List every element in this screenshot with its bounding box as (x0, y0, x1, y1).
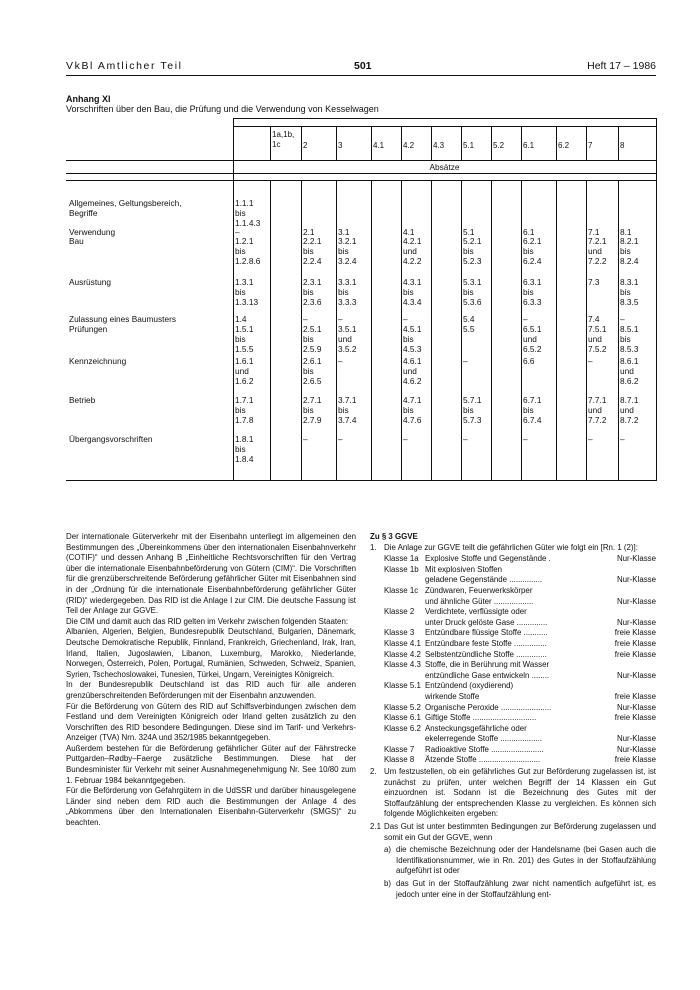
table-cell: – (588, 356, 593, 366)
class-category (602, 565, 656, 576)
sub-item-text: das Gut in der Stoffaufzählung zwar nicht namentlich aufgeführt ist, es jedoch unter eine in der Stoffaufzählung ent- (396, 879, 656, 899)
table-cell: 6.6 (523, 356, 535, 366)
item-1 (370, 543, 656, 554)
row-label: Verwendung (69, 227, 116, 237)
class-description: wirkende Stoffe (425, 691, 480, 701)
class-row (384, 713, 656, 724)
class-code: Klasse 6.1 (384, 713, 421, 723)
regulation-table (66, 118, 656, 480)
class-row (384, 575, 656, 586)
table-cell: 1.6.1 und 1.6.2 (235, 356, 254, 386)
table-cell: 8.6.1 und 8.6.2 (620, 356, 639, 386)
table-cell: – (463, 434, 468, 444)
table-cell: 2.7.1 bis 2.7.9 (303, 395, 322, 425)
class-code (384, 618, 425, 629)
class-category: freie Klasse (614, 713, 656, 723)
table-cell: – (338, 314, 343, 324)
class-description: Radioaktive Stoffe ........................ (425, 744, 544, 754)
table-cell: – (338, 434, 343, 444)
table-col-rule (431, 180, 432, 480)
column-header: 4.1 (373, 141, 385, 150)
row-label: Bau (69, 236, 84, 246)
table-rule (233, 126, 270, 127)
class-description: Organische Peroxide ....................... (425, 702, 552, 712)
annex-subtitle: Vorschriften über den Bau, die Prüfung und die Verwendung von Kesselwagen (66, 104, 379, 114)
class-description: geladene Gegenstände ............... (425, 575, 543, 585)
item-text: Das Gut ist unter bestimmten Bedingungen zur Beförderung zugelassen und somit ein Gut der GGVE, wenn (384, 822, 656, 842)
class-row (384, 565, 656, 576)
table-cell: – (403, 434, 408, 444)
column-header: 6.1 (523, 141, 535, 150)
section-heading: Zu § 3 GGVE (370, 532, 418, 541)
table-cell: 4.7.1 bis 4.7.6 (403, 395, 422, 425)
table-col-rule (301, 180, 302, 480)
table-col-rule (371, 180, 372, 480)
table-cell: – (620, 314, 625, 324)
class-code: Klasse 6.2 (384, 723, 421, 733)
table-cell: – (463, 356, 468, 366)
class-row (384, 734, 656, 745)
table-col-rule (401, 180, 402, 480)
class-code (384, 692, 425, 703)
class-description: Mit explosiven Stoffen (425, 564, 503, 574)
paragraph: Für die Beförderung von Gütern des RID auf Schiffsverbindungen zwischen dem Festland und dem Vereinigten Königreich oder Irland gelten zusätzlich zu den Vorschriften des RID besondere Bedingungen. Diese sind im Tarif- und Verkehrs-Anzeiger (TVA) Nrn. 324A und 352/1985 bekanntgegeben. (66, 701, 356, 743)
class-row (384, 660, 656, 671)
class-category (602, 724, 656, 735)
right-text-column (370, 532, 656, 900)
class-description: Entzündbare flüssige Stoffe ........... (425, 628, 548, 638)
table-col-rule (461, 180, 462, 480)
sub-item-a (384, 845, 656, 877)
table-col-rule (491, 126, 492, 160)
class-category: freie Klasse (614, 649, 656, 659)
class-row (384, 755, 656, 766)
class-code (384, 597, 425, 608)
table-cell: 2.2.1 bis 2.2.4 (303, 236, 322, 266)
class-category: freie Klasse (614, 628, 656, 638)
table-cell: 1.1.1 bis 1.1.4.3 (235, 198, 261, 228)
class-row (384, 745, 656, 756)
paragraph: Die CIM und damit auch das RID gelten im Verkehr zwischen folgenden Staaten: (66, 616, 349, 626)
class-code: Klasse 4.1 (384, 638, 421, 648)
column-header: 1a,1b, 1c (272, 130, 295, 149)
table-cell: 4.1 (403, 227, 415, 237)
table-cell: 5.1 (463, 227, 475, 237)
column-header: 2 (303, 141, 308, 150)
class-code: Klasse 1b (384, 564, 419, 574)
table-subheader: Absätze (429, 162, 460, 172)
class-code: Klasse 1a (384, 554, 419, 564)
table-cell: 6.7.1 bis 6.7.4 (523, 395, 542, 425)
table-cell: 2.3.1 bis 2.3.6 (303, 277, 322, 307)
table-rule (233, 118, 656, 119)
item-number: 1. (370, 542, 377, 552)
class-row (384, 597, 656, 608)
row-label: Übergangsvorschriften (69, 434, 153, 444)
table-cell: 4.3.1 bis 4.3.4 (403, 277, 422, 307)
table-cell: 5.4 (463, 314, 475, 324)
class-description: Explosive Stoffe und Gegenstände . (425, 554, 551, 564)
item-number: 2. (370, 767, 377, 777)
class-row (384, 724, 656, 735)
item-2 (370, 767, 656, 820)
table-cell: 1.4 (235, 314, 247, 324)
header-rule (66, 75, 656, 76)
table-cell: 1.7.1 bis 1.7.8 (235, 395, 254, 425)
table-cell: – (523, 314, 528, 324)
column-header: 4.2 (403, 141, 415, 150)
class-code (384, 671, 425, 682)
class-row (384, 639, 656, 650)
table-cell: 6.3.1 bis 6.3.3 (523, 277, 542, 307)
table-col-rule (491, 180, 492, 480)
sub-item-label: a) (384, 845, 392, 855)
table-cell: 3.3.1 bis 3.3.3 (338, 277, 357, 307)
class-row (384, 586, 656, 597)
class-category: freie Klasse (614, 638, 656, 648)
class-category: Nur-Klasse (616, 744, 656, 754)
class-row (384, 628, 656, 639)
class-category: Nur-Klasse (616, 734, 656, 744)
row-label: Ausrüstung (69, 277, 111, 287)
paragraph: Albanien, Algerien, Belgien, Bundesrepublik Deutschland, Bulgarien, Dänemark, Deutsche Demokratische Republik, Finnland, Frankreich, Griechenland, Irak, Iran, Irland, Italien, Jugoslawien, Libanon, Luxemburg, Marokko, Niederlande, Norwegen, Österreich, Polen, Portugal, Rumänien, Schweden, Schweiz, Spanien, Syrien, Tschechoslowakei, Tunesien, Türkei, Ungarn, Vereinigtes Königreich. (66, 627, 356, 679)
table-rule (66, 160, 656, 161)
item-2-1 (370, 822, 656, 843)
class-category: freie Klasse (614, 755, 656, 765)
table-cell: 5.3.1 bis 5.3.6 (463, 277, 482, 307)
row-label: Zulassung eines Baumusters (69, 314, 176, 324)
class-row (384, 703, 656, 714)
class-code: Klasse 8 (384, 755, 415, 765)
table-col-rule (556, 126, 557, 160)
table-cell: 5.2.1 bis 5.2.3 (463, 236, 482, 266)
table-cell: 1.2.1 bis 1.2.8.6 (235, 236, 261, 266)
table-cell: 1.8.1 bis 1.8.4 (235, 434, 254, 464)
row-label: Allgemeines, Geltungsbereich, Begriffe (69, 198, 182, 218)
class-code (384, 575, 425, 586)
class-description: Giftige Stoffe ............................. (425, 713, 537, 723)
class-row (384, 607, 656, 618)
table-cell: 7.7.1 und 7.7.2 (588, 395, 607, 425)
table-cell: 7.1 (588, 227, 600, 237)
class-category (602, 660, 656, 671)
table-cell: – (338, 356, 343, 366)
class-code: Klasse 2 (384, 607, 415, 617)
table-cell: 2.1 (303, 227, 315, 237)
table-cell: 5.7.1 bis 5.7.3 (463, 395, 482, 425)
table-col-rule (431, 126, 432, 160)
class-description: Ätzende Stoffe ............................ (425, 755, 541, 765)
journal-title: VkBl Amtlicher Teil (66, 60, 183, 72)
table-cell: 8.7.1 und 8.7.2 (620, 395, 639, 425)
table-cell: – (303, 434, 308, 444)
paragraph: Für die Beförderung von Gefahrgütern in die UdSSR und darüber hinausgelegene Länder sind neben dem RID auch die Bestimmungen der Anlage 4 des „Abkommens über den Internationalen Eisenbahn-Güterverkehr (SMGS)“ zu beachten. (66, 786, 356, 828)
column-header: 5.2 (493, 141, 505, 150)
page-number: 501 (354, 60, 372, 72)
class-category: Nur-Klasse (616, 554, 656, 564)
item-text: Um festzustellen, ob ein gefährliches Gut zur Beförderung zugelassen ist, ist zunächst zu prüfen, unter welchen Begriff der 14 Klassen ein Gut einzuordnen ist. Sodann ist die Bezeichnung des Gutes mit der Stoffaufzählung der entsprechenden Klasse zu vergleichen. Es können sich folgende Möglichkeiten ergeben: (384, 767, 656, 819)
table-cell: – (523, 434, 528, 444)
table-col-rule (656, 118, 657, 481)
table-col-rule (618, 180, 619, 480)
table-cell: 7.4 (588, 314, 600, 324)
sub-item-label: b) (384, 879, 392, 888)
table-col-rule (233, 118, 234, 480)
table-col-rule (461, 126, 462, 160)
row-label: Prüfungen (69, 324, 108, 334)
table-cell: – (235, 227, 240, 237)
column-header: 7 (588, 141, 593, 150)
class-row (384, 650, 656, 661)
class-category: Nur-Klasse (616, 575, 656, 585)
table-col-rule (401, 126, 402, 160)
class-description: Verdichtete, verflüssigte oder (425, 607, 527, 617)
table-rule (66, 173, 656, 174)
class-description: Entzündbare feste Stoffe ............... (425, 638, 547, 648)
class-description: Zündwaren, Feuerwerkskörper (425, 585, 533, 595)
class-description: und ähnliche Güter .................. (425, 596, 534, 606)
class-category (602, 607, 656, 618)
class-code (384, 734, 425, 745)
class-code: Klasse 5.1 (384, 681, 421, 691)
class-description: entzündliche Gase entwickeln ........ (425, 670, 550, 680)
class-description: unter Druck gelöste Gase .............. (425, 617, 548, 627)
table-col-rule (301, 126, 302, 160)
table-cell: 8.2.1 bis 8.2.4 (620, 236, 639, 266)
row-label: Betrieb (69, 395, 96, 405)
column-header: 6.2 (558, 141, 570, 150)
table-col-rule (556, 180, 557, 480)
class-code: Klasse 4.3 (384, 660, 421, 670)
table-col-rule (618, 126, 619, 160)
table-cell: 1.5.1 bis 1.5.5 (235, 324, 254, 354)
class-description: ekelerregende Stoffe ................... (425, 734, 542, 744)
table-col-rule (521, 126, 522, 160)
sub-item-text: die chemische Bezeichnung oder der Handelsname (bei Gasen auch die Identifikationsnummer, wie in Rn. 201) des Gutes in der Stoffaufzählung aufgeführt ist oder (396, 845, 656, 876)
column-header: 4.3 (433, 141, 445, 150)
table-col-rule (270, 180, 271, 480)
issue-label: Heft 17 – 1986 (587, 60, 656, 72)
table-cell: 6.2.1 bis 6.2.4 (523, 236, 542, 266)
table-cell: 1.3.1 bis 1.3.13 (235, 277, 259, 307)
class-category (602, 586, 656, 597)
table-cell: 3.2.1 bis 3.2.4 (338, 236, 357, 266)
class-description: Stoffe, die in Berührung mit Wasser (425, 660, 550, 670)
table-cell: – (403, 314, 408, 324)
table-cell: – (303, 314, 308, 324)
sub-item-b (384, 879, 656, 900)
column-header: 5.1 (463, 141, 475, 150)
left-text-column (66, 532, 356, 829)
table-cell: 3.5.1 und 3.5.2 (338, 324, 357, 354)
class-description: Ansteckungsgefährliche oder (425, 723, 527, 733)
page-header (66, 60, 656, 74)
annex-title: Anhang XI (66, 94, 111, 104)
class-row (384, 681, 656, 692)
class-row (384, 618, 656, 629)
table-cell: – (620, 434, 625, 444)
table-col-rule (521, 180, 522, 480)
class-description: Entzündend (oxydierend) (425, 681, 514, 691)
table-rule (66, 480, 656, 481)
table-cell: 7.2.1 und 7.2.2 (588, 236, 607, 266)
table-col-rule (336, 180, 337, 480)
class-category: Nur-Klasse (616, 596, 656, 606)
table-cell: 6.5.1 und 6.5.2 (523, 324, 542, 354)
row-label: Kennzeichnung (69, 356, 127, 366)
class-code: Klasse 1c (384, 585, 419, 595)
table-col-rule (270, 126, 271, 160)
class-code: Klasse 5.2 (384, 702, 421, 712)
table-cell: 8.5.1 bis 8.5.3 (620, 324, 639, 354)
class-code: Klasse 3 (384, 628, 415, 638)
table-cell: 7.3 (588, 277, 600, 287)
column-header: 8 (620, 141, 625, 150)
table-cell: 7.5.1 und 7.5.2 (588, 324, 607, 354)
table-cell: 8.3.1 bis 8.3.5 (620, 277, 639, 307)
table-col-rule (586, 180, 587, 480)
class-category: Nur-Klasse (616, 702, 656, 712)
table-cell: 4.2.1 und 4.2.2 (403, 236, 422, 266)
class-category (602, 681, 656, 692)
table-cell: 8.1 (620, 227, 632, 237)
item-text: Die Anlage zur GGVE teilt die gefährlichen Güter wie folgt ein [Rn. 1 (2)]: (384, 542, 638, 552)
table-cell: 3.1 (338, 227, 350, 237)
class-code: Klasse 7 (384, 744, 415, 754)
paragraph: Außerdem bestehen für die Beförderung gefährlicher Güter auf der Fährstrecke Puttgarden–Rødby–Faerge zusätzliche Bestimmungen. Diese hat der Bundesminister für Verkehr mit seiner Ausnahmegenehmigung Nr. See 10/80 zum 1. Februar 1984 bekanntgegeben. (66, 743, 356, 785)
table-cell: – (588, 434, 593, 444)
paragraph: Der internationale Güterverkehr mit der Eisenbahn unterliegt im allgemeinen den Bestimmungen des „Übereinkommens über den internationalen Eisenbahnverkehr (COTIF)“ und dessen Anhang B „Einheitliche Rechtsvorschriften für den Vertrag über die internationale Eisenbahnbeförderung von Gütern (CIM)“. Die Vorschriften für die grenzüberschreitende Beförderung gefährlicher Güter mit Eisenbahnen sind in der „Ordnung für die internationale Eisenbahnbeförderung gefährlicher Güter (RID)“ wiedergegeben. Das RID ist die Anlage I zur CIM. Die deutsche Fassung ist Teil der Anlage zur GGVE. (66, 532, 356, 616)
table-cell: 2.5.1 bis 2.5.9 (303, 324, 322, 354)
table-col-rule (586, 126, 587, 160)
class-row (384, 554, 656, 565)
class-description: Selbstentzündliche Stoffe .............. (425, 649, 547, 659)
table-rule (66, 180, 656, 181)
class-list (384, 554, 656, 766)
table-cell: 2.6.1 bis 2.6.5 (303, 356, 322, 386)
class-row (384, 692, 656, 703)
column-header: 3 (338, 141, 343, 150)
table-cell: 4.5.1 bis 4.5.3 (403, 324, 422, 354)
table-col-rule (371, 126, 372, 160)
table-cell: 3.7.1 bis 3.7.4 (338, 395, 357, 425)
table-cell: 6.1 (523, 227, 535, 237)
item-number: 2.1 (370, 822, 381, 832)
class-category: Nur-Klasse (616, 670, 656, 680)
class-category: freie Klasse (614, 691, 656, 701)
class-code: Klasse 4.2 (384, 649, 421, 659)
table-cell: 5.5 (463, 324, 475, 334)
table-cell: 4.6.1 und 4.6.2 (403, 356, 422, 386)
class-row (384, 671, 656, 682)
table-rule (270, 126, 656, 127)
table-col-rule (336, 126, 337, 160)
class-category: Nur-Klasse (616, 617, 656, 627)
paragraph: In der Bundesrepublik Deutschland ist das RID auch für alle anderen grenzüberschreitenden Beförderungen mit der Eisenbahn anzuwenden. (66, 680, 356, 700)
